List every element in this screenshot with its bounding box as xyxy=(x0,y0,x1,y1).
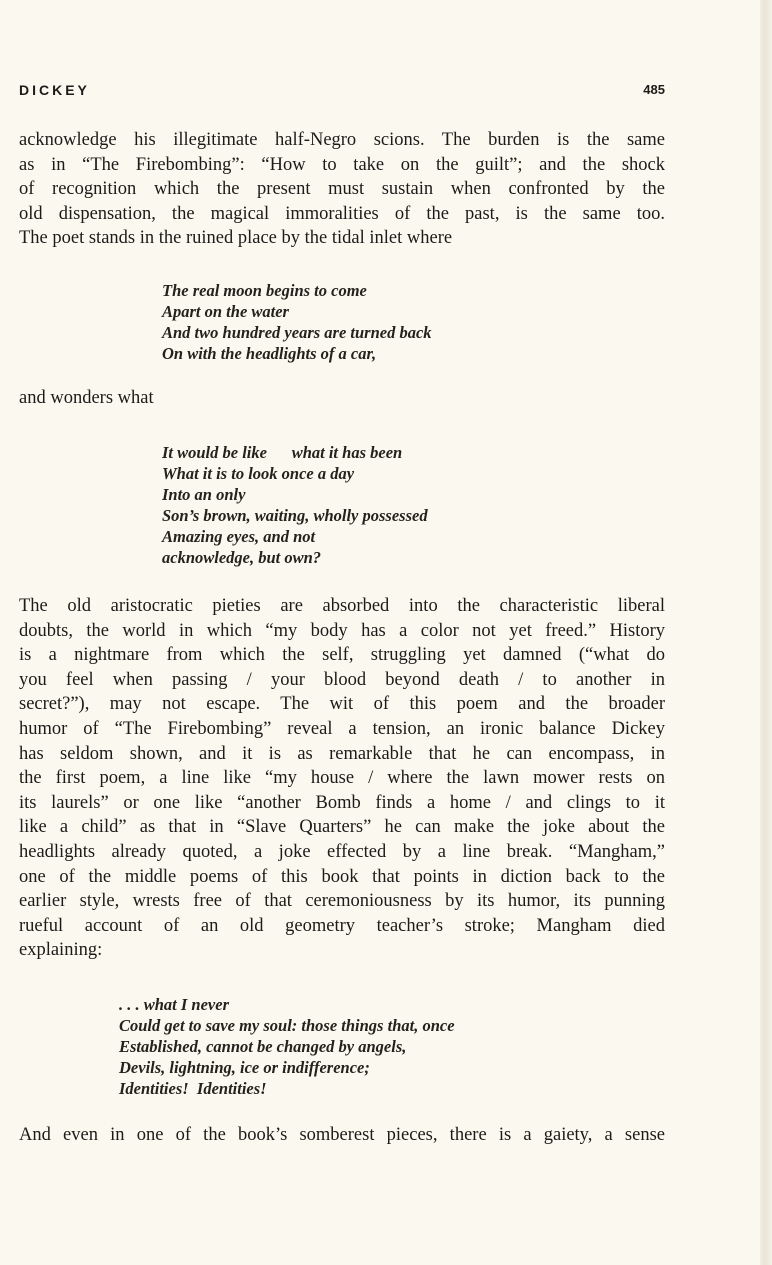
running-title: DICKEY xyxy=(19,82,90,98)
text-line: its laurels” or one like “another Bomb finds a home / and clings to it xyxy=(19,792,665,813)
text-line: one of the middle poems of this book that points in diction back to the xyxy=(19,866,665,887)
verse-line: . . . what I never xyxy=(119,995,230,1014)
text-line: explaining: xyxy=(19,940,103,961)
text-line: headlights already quoted, a joke effected by a line break. “Mangham,” xyxy=(19,841,665,862)
verse-line: On with the headlights of a car, xyxy=(162,344,377,363)
page-edge xyxy=(760,0,772,1265)
text-line: old dispensation, the magical immoralities of the past, is the same too. xyxy=(19,203,665,224)
verse-line: Amazing eyes, and not xyxy=(162,527,316,546)
verse-line: It would be like what it has been xyxy=(162,443,403,462)
text-line: you feel when passing / your blood beyond death / to another in xyxy=(19,669,665,690)
paragraph-3 xyxy=(19,1123,665,1148)
text-line: And even in one of the book’s somberest pieces, there is a gaiety, a sense xyxy=(19,1125,665,1145)
page-number: 485 xyxy=(643,82,665,97)
verse-line: Identities! Identities! xyxy=(119,1079,267,1098)
book-page xyxy=(19,0,665,1265)
text-line: The poet stands in the ruined place by the tidal inlet where xyxy=(19,228,453,249)
verse-quote-2 xyxy=(162,442,428,568)
text-line: like a child” as that in “Slave Quarters” he can make the joke about the xyxy=(19,817,665,838)
verse-line: Could get to save my soul: those things that, once xyxy=(119,1016,455,1035)
paragraph-1 xyxy=(19,128,665,251)
text-line: acknowledge his illegitimate half-Negro scions. The burden is the same xyxy=(19,130,665,150)
verse-line: acknowledge, but own? xyxy=(162,548,322,567)
running-head xyxy=(19,82,665,102)
verse-quote-1 xyxy=(162,280,432,364)
paragraph-2 xyxy=(19,594,665,963)
verse-line: Son’s brown, waiting, wholly possessed xyxy=(162,506,428,525)
text-line: and wonders what xyxy=(19,388,154,408)
text-line: as in “The Firebombing”: “How to take on the guilt”; and the shock xyxy=(19,154,665,175)
verse-line: What it is to look once a day xyxy=(162,464,355,483)
verse-line: Apart on the water xyxy=(162,302,289,321)
text-line: the first poem, a line like “my house / where the lawn mower rests on xyxy=(19,768,665,789)
verse-line: Devils, lightning, ice or indifference; xyxy=(119,1058,370,1077)
text-line: rueful account of an old geometry teacher’s stroke; Mangham died xyxy=(19,915,665,936)
bridge-text-1 xyxy=(19,386,665,411)
text-line: doubts, the world in which “my body has a color not yet freed.” History xyxy=(19,620,665,641)
verse-quote-3 xyxy=(119,994,455,1099)
text-line: humor of “The Firebombing” reveal a tension, an ironic balance Dickey xyxy=(19,718,665,739)
text-line: is a nightmare from which the self, struggling yet damned (“what do xyxy=(19,645,665,666)
verse-line: The real moon begins to come xyxy=(162,281,367,300)
text-line: of recognition which the present must sustain when confronted by the xyxy=(19,179,665,200)
verse-line: And two hundred years are turned back xyxy=(162,323,432,342)
text-line: earlier style, wrests free of that ceremoniousness by its humor, its punning xyxy=(19,891,665,912)
verse-line: Established, cannot be changed by angels, xyxy=(119,1037,407,1056)
text-line: The old aristocratic pieties are absorbed into the characteristic liberal xyxy=(19,596,665,616)
text-line: secret?”), may not escape. The wit of this poem and the broader xyxy=(19,694,665,715)
verse-line: Into an only xyxy=(162,485,246,504)
text-line: has seldom shown, and it is as remarkable that he can encompass, in xyxy=(19,743,665,764)
